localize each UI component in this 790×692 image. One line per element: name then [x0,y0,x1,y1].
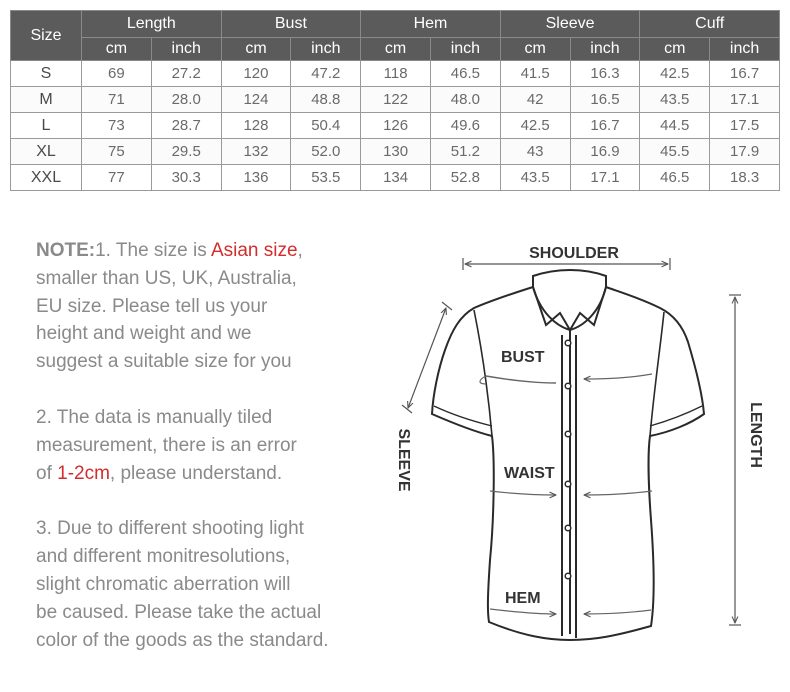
value-cell: 27.2 [151,61,221,87]
group-header-sleeve: Sleeve [500,11,640,38]
value-cell: 42 [500,87,570,113]
note-1-highlight: Asian size [210,240,298,261]
value-cell: 29.5 [151,139,221,165]
value-cell: 17.1 [710,87,780,113]
size-cell: XL [11,139,82,165]
unit-header-inch: inch [291,38,361,61]
value-cell: 49.6 [430,113,500,139]
value-cell: 126 [361,113,431,139]
value-cell: 118 [361,61,431,87]
unit-header-inch: inch [430,38,500,61]
table-group-header-row [11,11,780,38]
value-cell: 75 [82,139,152,165]
table-row [11,139,780,165]
table-row [11,61,780,87]
sleeve-label: SLEEVE [395,428,412,492]
value-cell: 43.5 [500,165,570,191]
value-cell: 52.8 [430,165,500,191]
unit-header-inch: inch [151,38,221,61]
size-chart-table [10,10,780,191]
value-cell: 69 [82,61,152,87]
size-notes [36,237,381,682]
group-header-hem: Hem [361,11,501,38]
length-label: LENGTH [747,402,764,468]
value-cell: 52.0 [291,139,361,165]
size-cell: M [11,87,82,113]
value-cell: 48.0 [430,87,500,113]
value-cell: 28.7 [151,113,221,139]
value-cell: 136 [221,165,291,191]
unit-header-cm: cm [82,38,152,61]
hem-label: HEM [505,590,541,607]
unit-header-cm: cm [361,38,431,61]
note-3-text: 3. Due to different shooting light and different monitresolutions, slight chromatic aberration will be caused. Please take the actual color of the goods as the standard. [36,518,329,651]
value-cell: 17.1 [570,165,640,191]
value-cell: 16.3 [570,61,640,87]
shoulder-label: SHOULDER [529,245,619,262]
value-cell: 130 [361,139,431,165]
value-cell: 18.3 [710,165,780,191]
value-cell: 50.4 [291,113,361,139]
value-cell: 16.7 [710,61,780,87]
value-cell: 16.5 [570,87,640,113]
value-cell: 128 [221,113,291,139]
note-3 [36,515,381,654]
group-header-cuff: Cuff [640,11,780,38]
length-dimension [729,295,741,625]
value-cell: 53.5 [291,165,361,191]
value-cell: 41.5 [500,61,570,87]
value-cell: 46.5 [640,165,710,191]
value-cell: 42.5 [500,113,570,139]
value-cell: 71 [82,87,152,113]
note-1-text-b: , smaller than US, UK, Australia, EU size. Please tell us your height and weight and we suggest a suitable size for you [36,240,303,373]
group-header-length: Length [82,11,222,38]
value-cell: 30.3 [151,165,221,191]
value-cell: 47.2 [291,61,361,87]
unit-header-inch: inch [570,38,640,61]
sleeve-dimension [402,302,452,413]
value-cell: 45.5 [640,139,710,165]
value-cell: 122 [361,87,431,113]
size-column-header: Size [11,11,82,61]
value-cell: 51.2 [430,139,500,165]
waist-label: WAIST [504,465,555,482]
unit-header-cm: cm [500,38,570,61]
note-1-text-a: 1. The size is [95,240,211,261]
unit-header-inch: inch [710,38,780,61]
unit-header-cm: cm [221,38,291,61]
table-row [11,113,780,139]
value-cell: 16.9 [570,139,640,165]
size-cell: L [11,113,82,139]
note-2-text-a: 2. The data is manually tiled measurement, there is an error of [36,406,297,484]
value-cell: 17.5 [710,113,780,139]
note-2-highlight: 1-2cm [57,462,110,484]
note-label: NOTE: [36,240,96,261]
value-cell: 124 [221,87,291,113]
table-row [11,87,780,113]
value-cell: 46.5 [430,61,500,87]
value-cell: 28.0 [151,87,221,113]
value-cell: 42.5 [640,61,710,87]
size-cell: S [11,61,82,87]
value-cell: 48.8 [291,87,361,113]
group-header-bust: Bust [221,11,361,38]
note-1 [36,237,381,376]
table-unit-header-row [11,38,780,61]
size-cell: XXL [11,165,82,191]
value-cell: 43 [500,139,570,165]
note-2 [36,404,381,487]
shirt-measurement-diagram [390,230,790,690]
table-row [11,165,780,191]
value-cell: 16.7 [570,113,640,139]
value-cell: 17.9 [710,139,780,165]
value-cell: 44.5 [640,113,710,139]
unit-header-cm: cm [640,38,710,61]
value-cell: 43.5 [640,87,710,113]
value-cell: 120 [221,61,291,87]
value-cell: 132 [221,139,291,165]
value-cell: 77 [82,165,152,191]
shirt-outline-icon [432,270,704,640]
value-cell: 73 [82,113,152,139]
bust-label: BUST [501,349,545,366]
note-2-text-b: , please understand. [109,462,283,484]
table-body [11,61,780,191]
value-cell: 134 [361,165,431,191]
